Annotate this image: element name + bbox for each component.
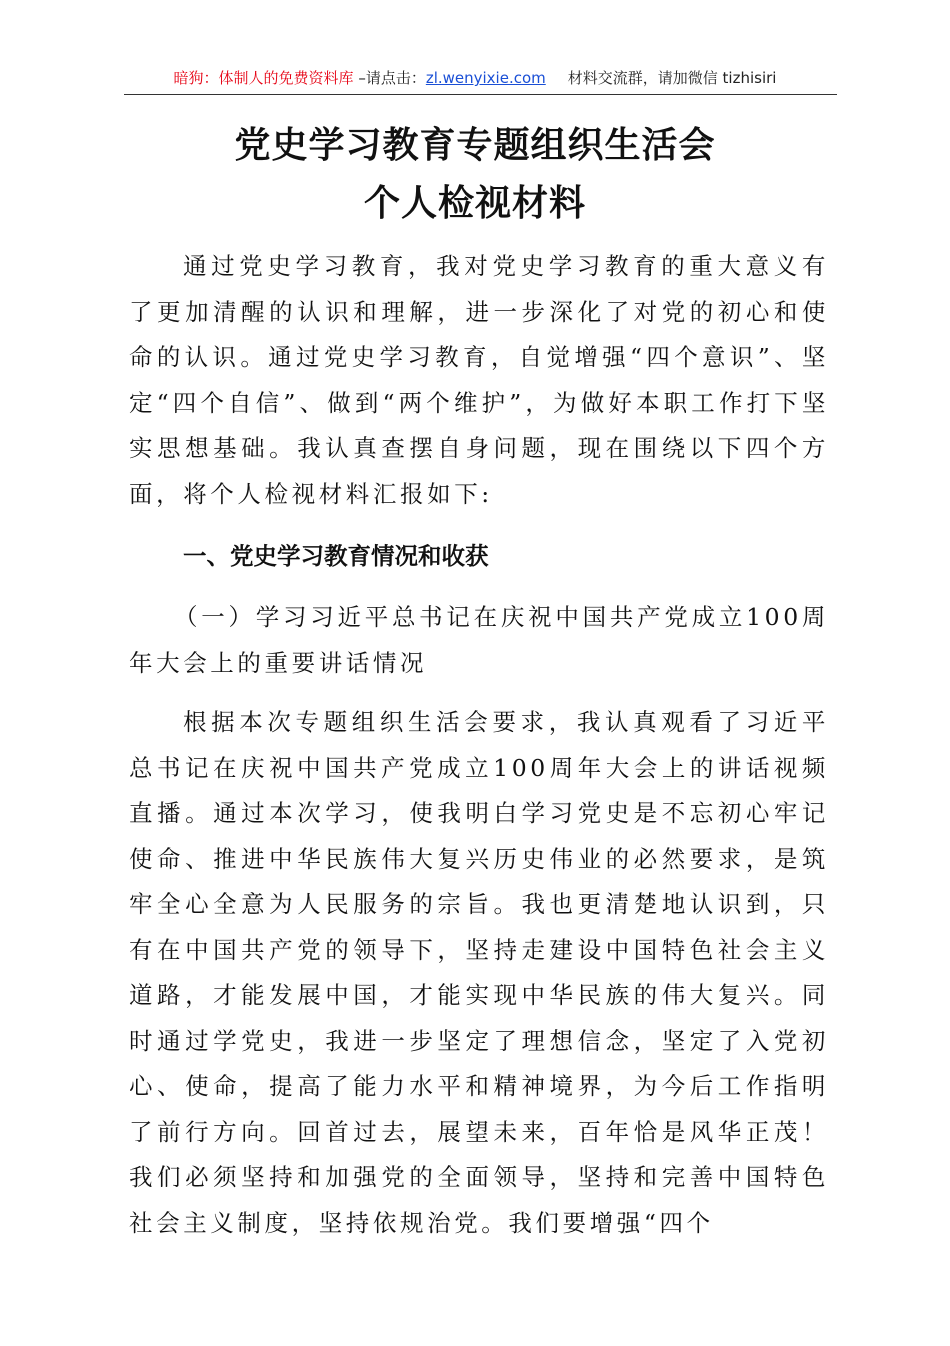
- header-link[interactable]: zl.wenyixie.com: [425, 69, 546, 87]
- header-click-prompt: –请点击：: [353, 69, 426, 87]
- page-header: [0, 68, 950, 88]
- header-brand: 暗狗：体制人的免费资料库: [173, 69, 354, 87]
- document-title: 党史学习教育专题组织生活会: [234, 125, 716, 166]
- subsection-heading: （一）学习习近平总书记在庆祝中国共产党成立100周年大会上的重要讲话情况: [129, 603, 829, 677]
- header-wechat: 材料交流群，请加微信 tizhisiri: [567, 69, 777, 87]
- header-divider: [124, 94, 837, 95]
- subsection-body-paragraph: 根据本次专题组织生活会要求，我认真观看了习近平总书记在庆祝中国共产党成立100周年大会上的讲话视频直播。通过本次学习，使我明白学习党史是不忘初心牢记使命、推进中华民族伟大复兴历史伟业的必然要求，是筑牢全心全意为人民服务的宗旨。我也更清楚地认识到，只有在中国共产党的领导下，坚持走建设中国特色社会主义道路，才能发展中国，才能实现中华民族的伟大复兴。同时通过学党史，我进一步坚定了理想信念，坚定了入党初心、使命，提高了能力水平和精神境界，为今后工作指明了前行方向。回首过去，展望未来，百年恰是风华正茂！我们必须坚持和加强党的全面领导，坚持和完善中国特色社会主义制度，坚持依规治党。我们要增强“四个: [129, 708, 829, 1237]
- document-subtitle: 个人检视材料: [363, 183, 586, 224]
- intro-paragraph: 通过党史学习教育，我对党史学习教育的重大意义有了更加清醒的认识和理解，进一步深化了对党的初心和使命的认识。通过党史学习教育，自觉增强“四个意识”、坚定“四个自信”、做到“两个维护”，为做好本职工作打下坚实思想基础。我认真查摆自身问题，现在围绕以下四个方面，将个人检视材料汇报如下:: [129, 252, 829, 508]
- section-heading: 一、党史学习教育情况和收获: [183, 542, 489, 570]
